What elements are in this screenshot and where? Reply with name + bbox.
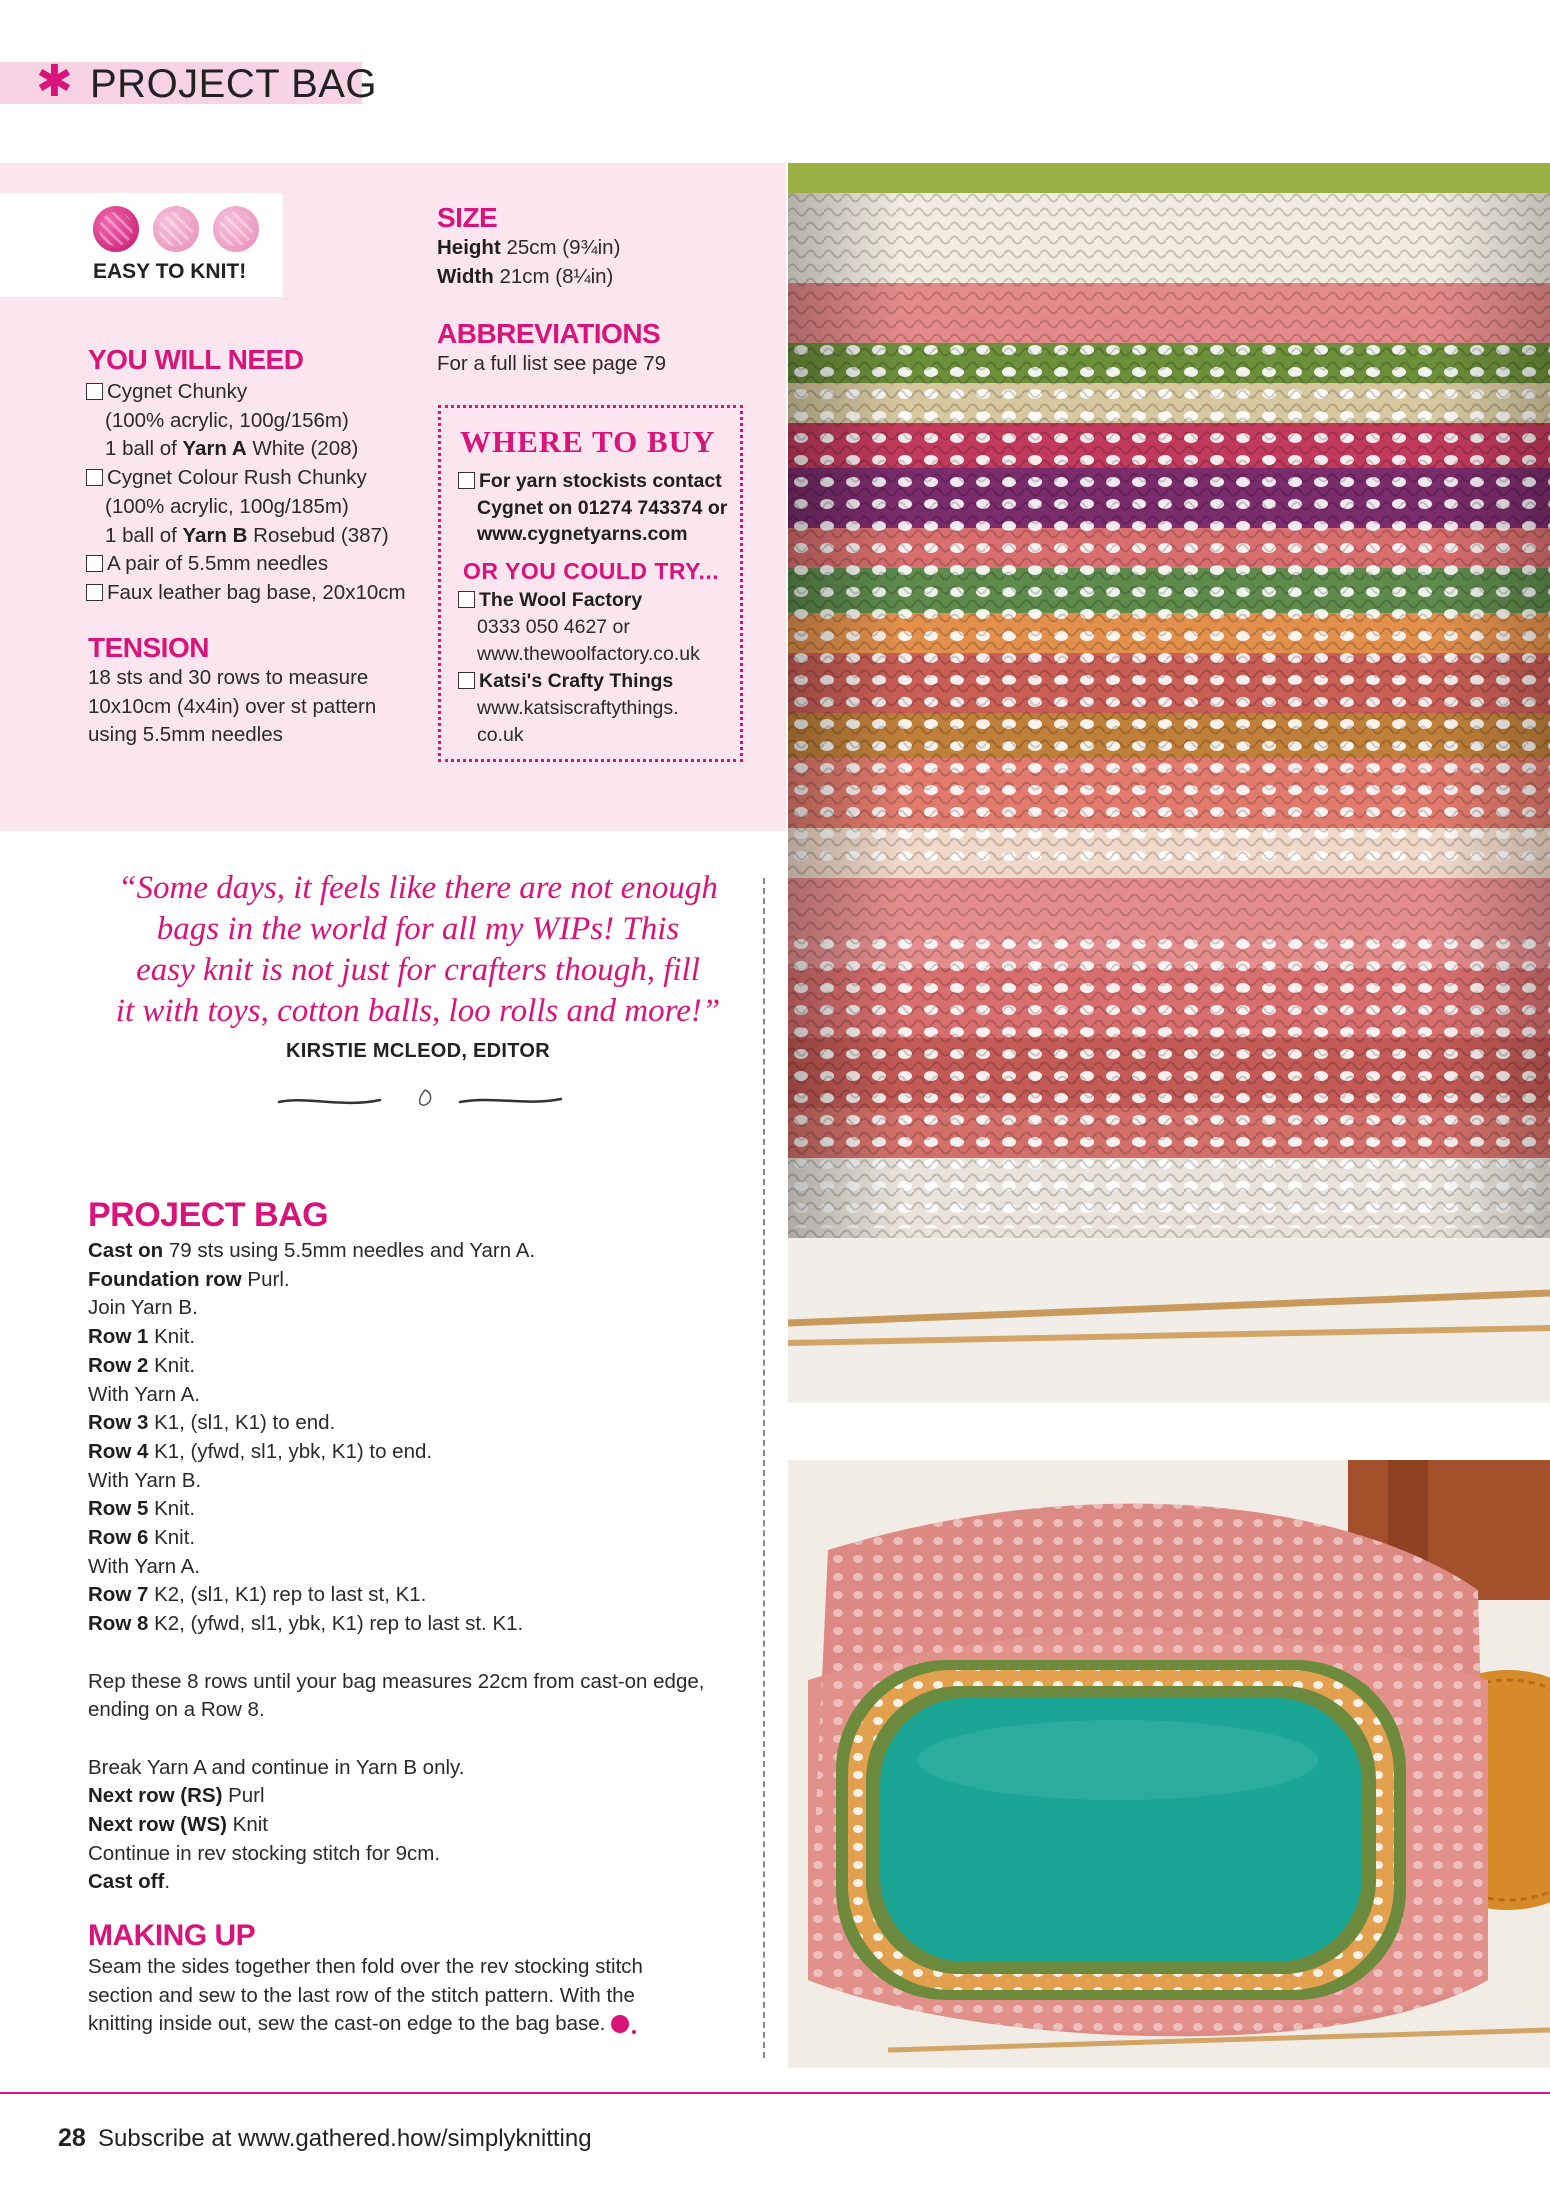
pattern-spacer — [88, 1639, 704, 1668]
bold-term: www.cygnetyarns.com — [477, 523, 688, 545]
pattern-line — [88, 1294, 704, 1323]
bold-term: Row 7 — [88, 1583, 149, 1607]
bag-closeup-photo — [788, 163, 1550, 1403]
checklist-item-detail — [86, 493, 406, 522]
bold-term: Next row (WS) — [88, 1813, 227, 1837]
text-run: Knit. — [148, 1325, 196, 1349]
checklist-item — [458, 587, 700, 614]
checklist-item-detail — [458, 521, 727, 548]
tension-line: 18 sts and 30 rows to measure — [88, 666, 369, 689]
making-up-heading: MAKING UP — [88, 1919, 256, 1952]
text-run: Join Yarn B. — [88, 1296, 198, 1320]
checklist-item-detail — [458, 614, 700, 641]
checkbox-icon — [86, 469, 103, 486]
checklist-item — [458, 468, 727, 495]
text-run: Knit. — [148, 1497, 196, 1521]
size-text — [437, 234, 620, 291]
editor-quote — [88, 868, 748, 1032]
text-run: Purl — [222, 1784, 265, 1808]
text-run: With Yarn A. — [88, 1554, 201, 1578]
bold-term: Cygnet on 01274 743374 or — [477, 496, 728, 519]
making-up-text — [88, 1953, 643, 2039]
stockist-list — [458, 468, 727, 548]
text-run: (100% acrylic, 100g/156m) — [105, 408, 349, 432]
bold-term: Row 3 — [88, 1411, 149, 1435]
bold-term: Row 4 — [88, 1439, 149, 1463]
checkbox-icon — [86, 555, 103, 572]
pattern-line — [88, 1352, 704, 1381]
page-number: 28 — [58, 2124, 86, 2152]
quote-author: KIRSTIE MCLEOD, EDITOR — [286, 1040, 551, 1062]
text-run: Purl. — [241, 1267, 290, 1291]
bold-term: For yarn stockists contact — [479, 470, 722, 492]
text-run: 79 sts using 5.5mm needles and Yarn A. — [163, 1239, 536, 1262]
text-run: 1 ball of — [105, 523, 183, 547]
tension-heading: TENSION — [88, 632, 209, 663]
quote-line: bags in the world for all my WIPs! This — [156, 911, 680, 947]
tension-line: using 5.5mm needles — [88, 723, 283, 747]
checkbox-icon — [86, 383, 103, 400]
tension-text — [88, 664, 376, 750]
checklist-item-detail — [86, 407, 406, 436]
making-up-line: Seam the sides together then fold over the rev stocking stitch — [88, 1955, 643, 1978]
bold-term: Katsi's Crafty Things — [479, 670, 674, 692]
pattern-line — [88, 1381, 704, 1410]
bold-term: Width — [437, 264, 494, 288]
bold-term: Yarn B — [182, 523, 248, 547]
subscribe-text: Subscribe at www.gathered.how/simplyknitting — [98, 2125, 592, 2152]
alternative-stockists — [458, 587, 700, 749]
checklist-item — [86, 579, 406, 608]
bold-term: Row 5 — [88, 1497, 149, 1521]
checklist-item-detail — [458, 495, 727, 522]
section-title: PROJECT BAG — [90, 62, 378, 106]
text-run: Knit. — [148, 1353, 196, 1377]
text-run: Knit. — [148, 1526, 196, 1550]
quote-line: it with toys, cotton balls, loo rolls and more!” — [115, 993, 721, 1029]
pattern-line — [88, 1266, 704, 1295]
text-run: co.uk — [477, 724, 524, 746]
text-run: (100% acrylic, 100g/185m) — [105, 494, 349, 518]
pattern-line — [88, 1668, 704, 1697]
abbreviations-heading: ABBREVIATIONS — [437, 318, 661, 349]
footer-rule — [0, 2092, 1550, 2094]
bold-term: Row 2 — [88, 1353, 149, 1377]
checklist-item-detail — [86, 435, 406, 464]
checklist-item — [86, 550, 406, 579]
pattern-line — [88, 1553, 704, 1582]
pattern-line — [88, 1811, 704, 1840]
text-run: With Yarn A. — [88, 1382, 201, 1406]
pattern-line — [88, 1610, 704, 1639]
text-run: www.thewoolfactory.co.uk — [477, 643, 700, 665]
bold-term: Cast off — [88, 1870, 165, 1894]
bag-base-photo — [788, 1460, 1550, 2068]
checklist-item-detail — [458, 695, 700, 722]
checklist-item-detail — [458, 722, 700, 749]
size-row — [437, 234, 620, 263]
pattern-spacer — [88, 1725, 704, 1754]
text-run: 25cm (9¾in) — [500, 236, 621, 259]
yarn-ball-icon — [213, 206, 259, 252]
yarn-ball-icon — [153, 206, 199, 252]
text-run: www.katsiscraftythings. — [477, 697, 679, 719]
pattern-line — [88, 1754, 704, 1783]
materials-list — [86, 378, 406, 608]
quote-line: “Some days, it feels like there are not enough — [118, 870, 718, 906]
checklist-item — [86, 378, 406, 407]
bold-term: Row 1 — [88, 1325, 149, 1349]
quote-line: easy knit is not just for crafters though, fill — [136, 952, 700, 988]
text-run: K1, (sl1, K1) to end. — [148, 1411, 336, 1435]
checkbox-icon — [86, 584, 103, 601]
text-run: . — [164, 1870, 171, 1894]
text-run: Rep these 8 rows until your bag measures 22cm from cast-on edge, — [88, 1669, 705, 1693]
where-to-buy-heading: WHERE TO BUY — [460, 424, 716, 459]
text-run: K2, (sl1, K1) rep to last st, K1. — [148, 1583, 427, 1607]
checklist-item-detail — [86, 522, 406, 551]
making-up-line: section and sew to the last row of the stitch pattern. With the — [88, 1983, 635, 2007]
pattern-line — [88, 1237, 704, 1266]
difficulty-label: EASY TO KNIT! — [93, 260, 247, 283]
text-run: 21cm (8¼in) — [493, 264, 614, 288]
abbreviations-text: For a full list see page 79 — [437, 352, 667, 375]
checklist-item-detail — [458, 641, 700, 668]
checklist-item — [86, 464, 406, 493]
bold-term: Row 8 — [88, 1612, 149, 1636]
text-run: A pair of 5.5mm needles — [107, 552, 329, 576]
pattern-line — [88, 1782, 704, 1811]
text-run: Continue in rev stocking stitch for 9cm. — [88, 1841, 441, 1865]
checkbox-icon — [458, 591, 475, 608]
text-run: K1, (yfwd, sl1, ybk, K1) to end. — [148, 1439, 433, 1463]
size-row — [437, 263, 620, 292]
text-run: Knit — [226, 1813, 268, 1837]
bold-term: The Wool Factory — [479, 589, 643, 611]
text-run: 1 ball of — [105, 437, 183, 461]
yarn-ball-end-icon — [611, 2015, 629, 2033]
pattern-line — [88, 1696, 704, 1725]
pattern-line — [88, 1323, 704, 1352]
pattern-line — [88, 1467, 704, 1496]
pattern-line — [88, 1438, 704, 1467]
checklist-item — [458, 668, 700, 695]
pattern-line — [88, 1524, 704, 1553]
pattern-instructions — [88, 1237, 704, 1897]
pattern-line — [88, 1868, 704, 1897]
flower-asterisk-icon: ✱ — [36, 57, 73, 106]
pattern-line — [88, 1495, 704, 1524]
flourish-divider-icon — [275, 1082, 565, 1118]
alternatives-heading: OR YOU COULD TRY... — [463, 558, 720, 584]
pattern-line — [88, 1840, 704, 1869]
checkbox-icon — [458, 672, 475, 689]
checkbox-icon — [458, 472, 475, 489]
text-run: Rosebud (387) — [247, 523, 389, 547]
text-run: With Yarn B. — [88, 1468, 202, 1492]
text-run: Cygnet Chunky — [107, 380, 248, 403]
text-run: K2, (yfwd, sl1, ybk, K1) rep to last st. K1. — [148, 1612, 524, 1636]
yarn-ball-icon — [93, 206, 139, 252]
text-run: Cygnet Colour Rush Chunky — [107, 466, 367, 490]
bold-term: Next row (RS) — [88, 1784, 223, 1808]
pattern-line — [88, 1409, 704, 1438]
bold-term: Row 6 — [88, 1526, 149, 1550]
you-will-need-heading: YOU WILL NEED — [88, 344, 304, 375]
bold-term: Height — [437, 236, 501, 259]
text-run: 0333 050 4627 or — [477, 616, 630, 638]
text-run: Break Yarn A and continue in Yarn B only. — [88, 1755, 465, 1779]
bold-term: Foundation row — [88, 1267, 242, 1291]
text-run: Faux leather bag base, 20x10cm — [107, 580, 406, 604]
making-up-line: knitting inside out, sew the cast-on edge to the bag base. — [88, 2010, 643, 2039]
column-divider — [763, 878, 765, 2058]
tension-line: 10x10cm (4x4in) over st pattern — [88, 694, 377, 718]
size-heading: SIZE — [437, 202, 498, 233]
text-run: White (208) — [246, 437, 359, 461]
pattern-heading: PROJECT BAG — [88, 1196, 329, 1234]
bold-term: Yarn A — [182, 437, 247, 461]
pattern-line — [88, 1581, 704, 1610]
text-run: ending on a Row 8. — [88, 1698, 265, 1722]
bold-term: Cast on — [88, 1239, 164, 1262]
